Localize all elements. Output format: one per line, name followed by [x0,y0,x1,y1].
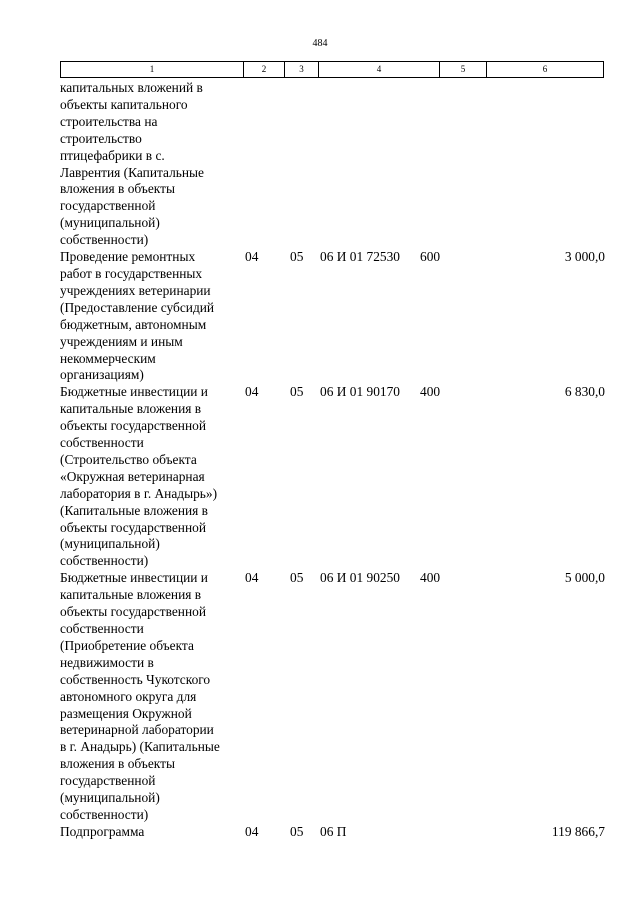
table-row [60,249,605,384]
row-target-article: 06 П [320,823,347,839]
row-section-code: 04 [245,384,259,400]
row-section-code: 04 [245,249,259,265]
row-amount: 6 830,0 [564,384,605,400]
row-subsection-code: 05 [290,823,304,839]
row-subsection-code [290,80,320,249]
row-expense-type: 400 [420,384,441,400]
row-expense-type [420,824,475,841]
page-number: 484 [312,38,328,49]
table-row [60,570,605,824]
header-col-4: 4 [319,62,440,78]
row-subsection-code: 05 [290,570,304,586]
row-description: Бюджетные инвестиции и капитальные вложения в объекты государственной собственности (Приобретение объекта недвижимости в собственность Чукотского автономного округа для размещения Окружной ветеринарной лаборатории в г. Анадырь) (Капитальные вложения в объекты государственной (муниципальной) собственности) [60,570,220,822]
table-row [60,824,605,841]
row-target-article: 06 И 01 90250 [320,570,400,586]
row-description: капитальных вложений в объекты капитального строительства на строительство птицефабрики в с. Лаврентия (Капитальные вложения в объекты государственной (муниципальной) собственности) [60,80,204,248]
row-description: Бюджетные инвестиции и капитальные вложения в объекты государственной собственности (Строительство объекта «Окружная ветеринарная лаборатория в г. Анадырь») (Капитальные вложения в объекты государственной (муниципальной) собственности) [60,384,218,569]
row-description: Подпрограмма [60,823,145,839]
row-subsection-code: 05 [290,384,304,400]
row-target-article [320,80,420,249]
row-amount: 119 866,7 [551,823,605,839]
row-subsection-code: 05 [290,249,304,265]
header-col-5: 5 [440,62,487,78]
header-col-6: 6 [487,62,604,78]
row-description: Проведение ремонтных работ в государственных учреждениях ветеринарии (Предоставление субсидий бюджетным, автономным учреждениям и иным некоммерческим организациям) [60,249,215,383]
row-target-article: 06 И 01 90170 [320,384,400,400]
row-target-article: 06 И 01 72530 [320,249,400,265]
row-amount: 3 000,0 [564,249,605,265]
row-section-code: 04 [245,570,259,586]
row-amount: 5 000,0 [564,570,605,586]
header-col-1: 1 [61,62,244,78]
table-row [60,384,605,570]
budget-table-body [60,80,605,841]
header-col-3: 3 [285,62,319,78]
table-row [60,80,605,249]
header-col-2: 2 [244,62,285,78]
row-section-code [245,80,290,249]
row-expense-type: 600 [420,249,441,265]
row-amount [475,80,605,249]
column-number-header [60,61,604,78]
row-expense-type [420,80,475,249]
row-section-code: 04 [245,823,259,839]
row-expense-type: 400 [420,570,441,586]
